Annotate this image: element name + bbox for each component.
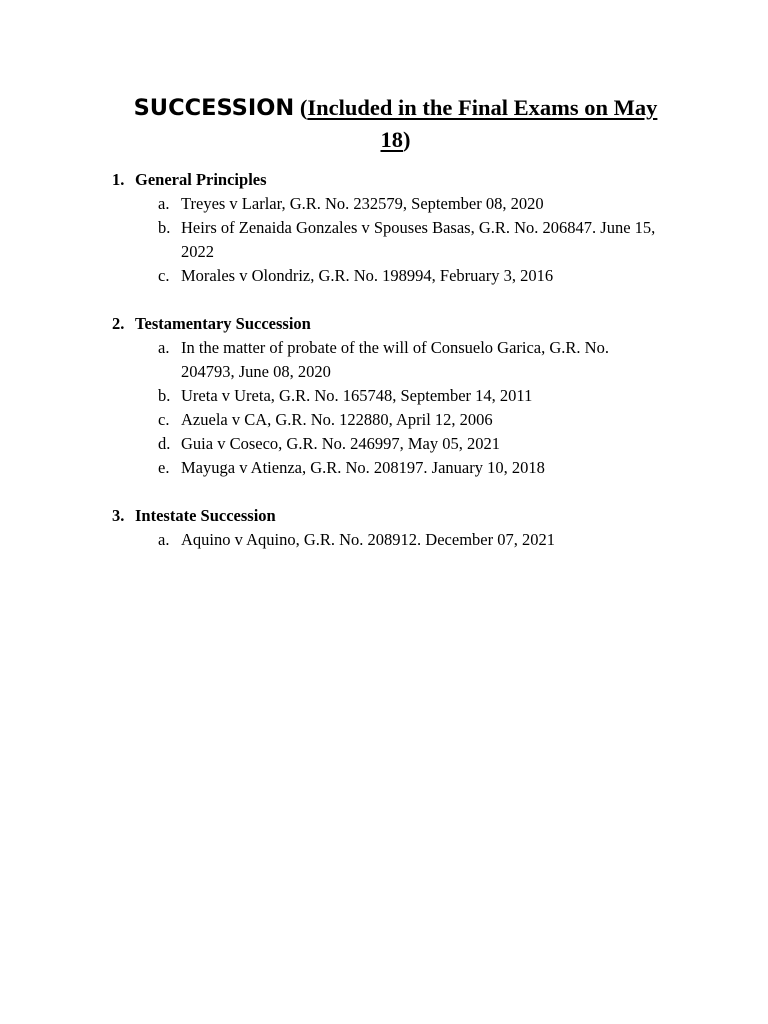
- case-item: [0, 336, 666, 384]
- case-item: [0, 216, 666, 264]
- case-item: [0, 456, 666, 480]
- title-note-open-paren: (: [299, 95, 308, 120]
- case-list: [0, 528, 768, 552]
- page-title: [118, 92, 673, 156]
- case-letter: a.: [158, 338, 170, 357]
- case-item: [0, 192, 666, 216]
- section-title: Intestate Succession: [135, 506, 276, 525]
- section-heading: [0, 312, 768, 336]
- case-text: Treyes v Larlar, G.R. No. 232579, September 08, 2020: [181, 194, 544, 213]
- case-letter: b.: [158, 386, 171, 405]
- case-letter: d.: [158, 434, 171, 453]
- title-main: SUCCESSION: [133, 95, 295, 121]
- case-text: Aquino v Aquino, G.R. No. 208912. December 07, 2021: [181, 530, 555, 549]
- case-letter: c.: [158, 410, 170, 429]
- case-letter: b.: [158, 218, 171, 237]
- section-title: General Principles: [135, 170, 267, 189]
- section-heading: [0, 504, 768, 528]
- case-text: Heirs of Zenaida Gonzales v Spouses Basas, G.R. No. 206847. June 15, 2022: [181, 218, 656, 261]
- case-list: [0, 192, 768, 288]
- case-text: In the matter of probate of the will of Consuelo Garica, G.R. No. 204793, June 08, 2020: [181, 338, 609, 381]
- title-note: [300, 95, 658, 152]
- case-item: [0, 264, 666, 288]
- case-text: Morales v Olondriz, G.R. No. 198994, February 3, 2016: [181, 266, 554, 285]
- section-heading: [0, 168, 768, 192]
- case-text: Mayuga v Atienza, G.R. No. 208197. January 10, 2018: [181, 458, 545, 477]
- case-text: Azuela v CA, G.R. No. 122880, April 12, 2006: [181, 410, 493, 429]
- case-item: [0, 528, 666, 552]
- case-list: [0, 336, 768, 480]
- title-note-close-paren: ): [403, 127, 411, 152]
- section-list: [0, 168, 768, 576]
- section-title: Testamentary Succession: [135, 314, 311, 333]
- case-item: [0, 384, 666, 408]
- case-item: [0, 432, 666, 456]
- case-letter: c.: [158, 266, 170, 285]
- section-general-principles: [0, 168, 768, 288]
- case-letter: a.: [158, 530, 170, 549]
- case-letter: a.: [158, 194, 170, 213]
- case-letter: e.: [158, 458, 170, 477]
- title-note-text: Included in the Final Exams on May 18: [307, 95, 658, 152]
- section-number: 3.: [112, 506, 125, 525]
- section-intestate-succession: [0, 504, 768, 552]
- case-text: Ureta v Ureta, G.R. No. 165748, September 14, 2011: [181, 386, 533, 405]
- case-item: [0, 408, 666, 432]
- case-text: Guia v Coseco, G.R. No. 246997, May 05, 2021: [181, 434, 500, 453]
- section-testamentary-succession: [0, 312, 768, 480]
- section-number: 2.: [112, 314, 125, 333]
- section-number: 1.: [112, 170, 125, 189]
